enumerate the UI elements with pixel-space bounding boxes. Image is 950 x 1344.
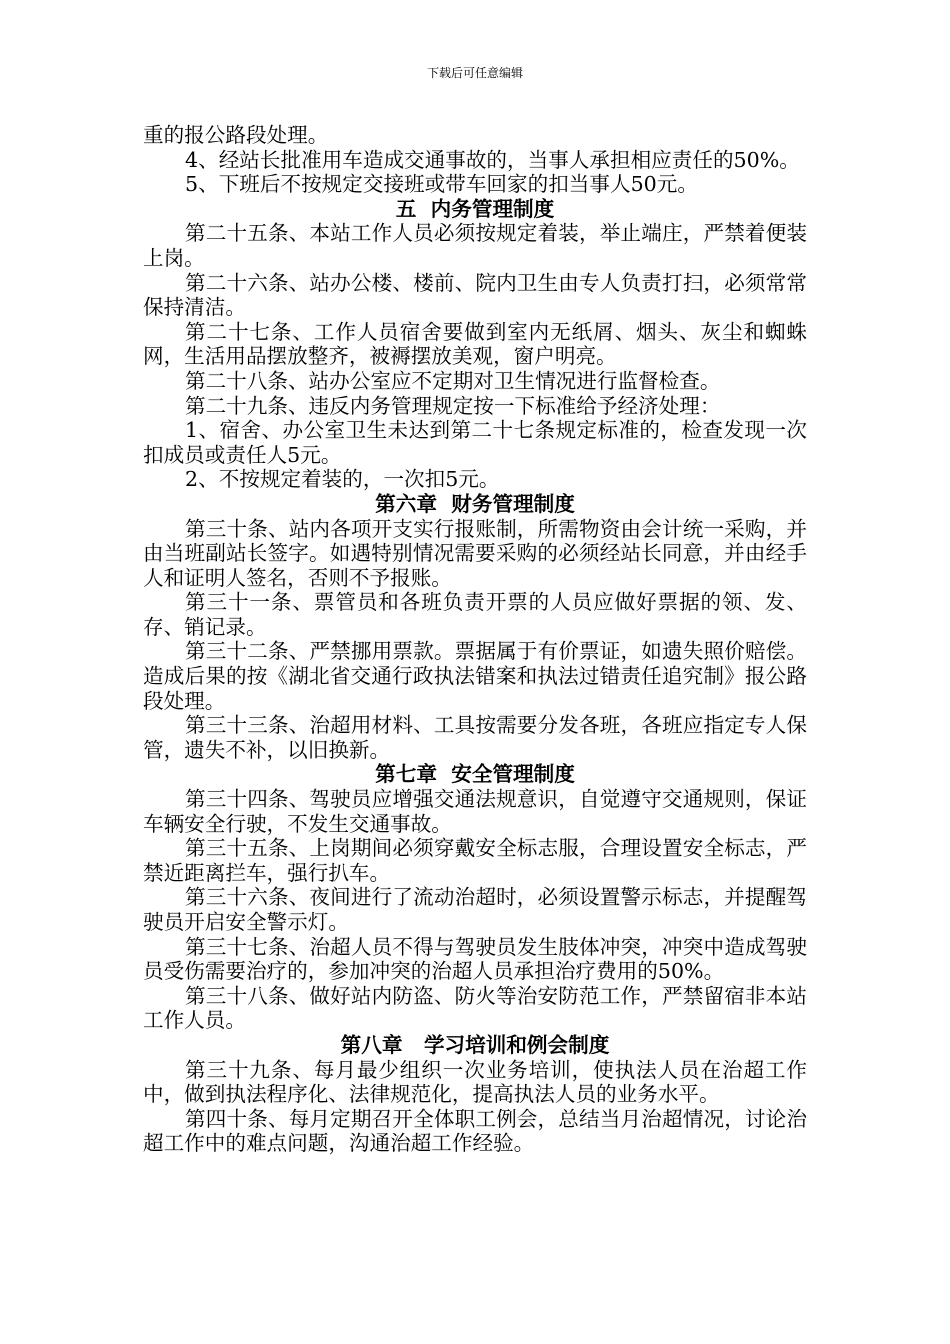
section-heading: 第七章 安全管理制度 [375,762,575,787]
paragraph: 第二十八条、站办公室应不定期对卫生情况进行监督检查。 [185,368,721,393]
paragraph: 5、下班后不按规定交接班或带车回家的扣当事人50元。 [185,172,698,197]
paragraph: 第三十九条、每月最少组织一次业务培训，使执法人员在治超工作中，做到执法程序化、法律规范化，提高执法人员的业务水平。 [143,1057,807,1107]
paragraph: 1、宿舍、办公室卫生未达到第二十七条规定标准的，检查发现一次扣成员或责任人5元。 [143,418,807,467]
paragraph: 第三十五条、上岗期间必须穿戴安全标志服，合理设置安全标志，严禁近距离拦车，强行扒车。 [143,836,807,885]
paragraph: 重的报公路段处理。 [143,123,329,147]
paragraph: 第二十六条、站办公楼、楼前、院内卫生由专人负责打扫，必须常常保持清洁。 [143,270,807,320]
paragraph: 第四十条、每月定期召开全体职工例会，总结当月治超情况，讨论治超工作中的难点问题，沟通治超工作经验。 [143,1106,807,1156]
paragraph: 第三十一条、票管员和各班负责开票的人员应做好票据的领、发、存、销记录。 [143,590,807,639]
document-body [143,123,807,1156]
paragraph: 第三十八条、做好站内防盗、防火等治安防范工作，严禁留宿非本站工作人员。 [143,983,807,1033]
section-heading: 五 内务管理制度 [395,196,555,221]
paragraph: 2、不按规定着装的，一次扣5元。 [185,467,500,492]
section-heading: 第六章 财务管理制度 [375,491,575,516]
paragraph: 第三十条、站内各项开支实行报账制，所需物资由会计统一采购，并由当班副站长签字。如遇特别情况需要采购的必须经站长同意，并由经手人和证明人签名，否则不予报账。 [143,516,807,590]
paragraph: 第三十七条、治超人员不得与驾驶员发生肢体冲突，冲突中造成驾驶员受伤需要治疗的，参加冲突的治超人员承担治疗费用的50%。 [143,934,807,984]
paragraph: 第二十五条、本站工作人员必须按规定着装，举止端庄，严禁着便装上岗。 [143,221,807,270]
paragraph: 第三十四条、驾驶员应增强交通法规意识，自觉遵守交通规则，保证车辆安全行驶，不发生交通事故。 [143,787,807,836]
header-note: 下载后可任意编辑 [426,66,523,80]
paragraph: 第三十二条、严禁挪用票款。票据属于有价票证，如遗失照价赔偿。造成后果的按《湖北省交通行政执法错案和执法过错责任追究制》报公路段处理。 [143,639,807,713]
paragraph: 第二十九条、违反内务管理规定按一下标准给予经济处理： [185,393,721,418]
section-heading: 第八章 学习培训和例会制度 [340,1032,610,1057]
paragraph: 第二十七条、工作人员宿舍要做到室内无纸屑、烟头、灰尘和蜘蛛网，生活用品摆放整齐，被褥摆放美观，窗户明亮。 [143,319,807,369]
paragraph: 第三十三条、治超用材料、工具按需要分发各班，各班应指定专人保管，遗失不补，以旧换新。 [143,713,807,762]
paragraph: 4、经站长批准用车造成交通事故的，当事人承担相应责任的50%。 [185,147,800,172]
paragraph: 第三十六条、夜间进行了流动治超时，必须设置警示标志，并提醒驾驶员开启安全警示灯。 [143,885,807,934]
